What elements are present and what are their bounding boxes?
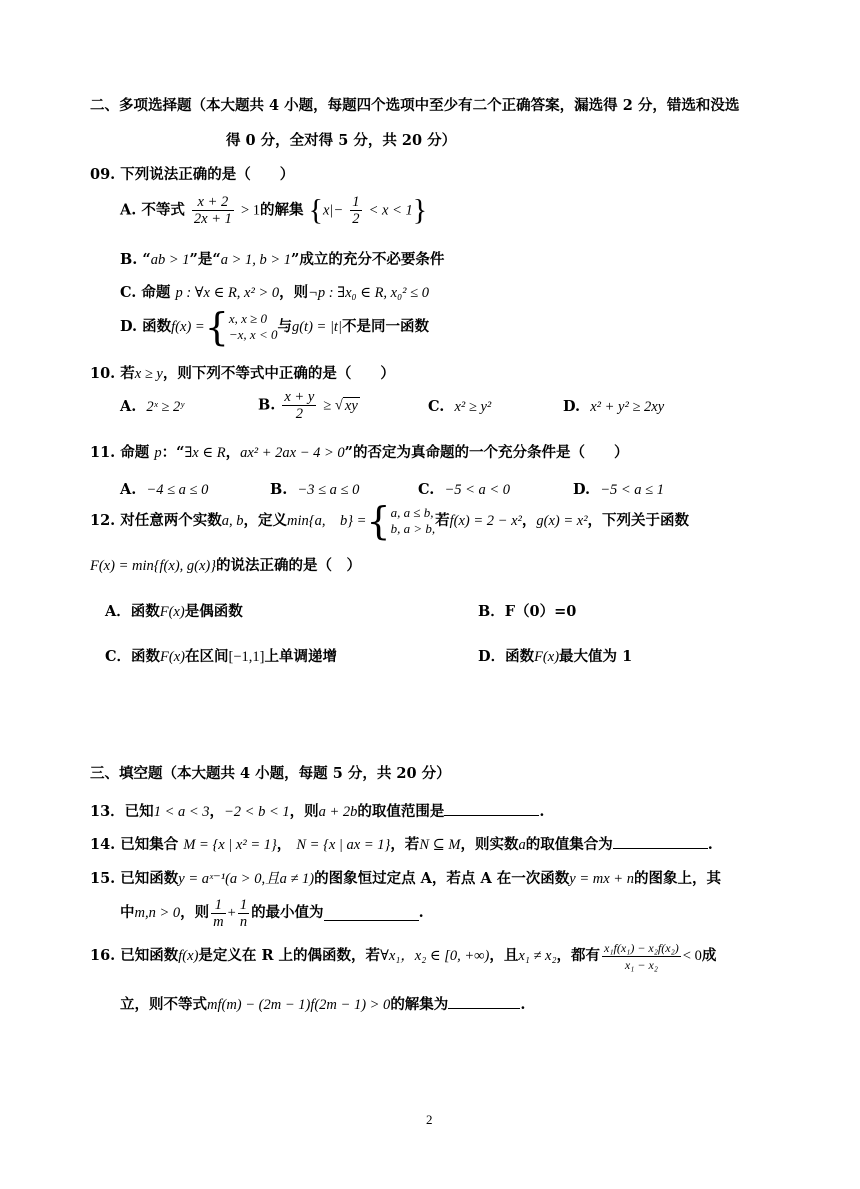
q15-line2: 中 m,n > 0 ，则 1 m + $\frac{1}{n}$ 的最小值为 . <box>120 896 424 930</box>
q10-option-c: C. x² ≥ y² <box>428 398 492 415</box>
q13: 13．已知1 < a < 3，−2 < b < 1，则a + 2b的取值范围是 . <box>90 803 545 820</box>
q16-line2: 立，则不等式mf(m) − (2m − 1)f(2m − 1) > 0的解集为 . <box>120 996 526 1013</box>
q11-option-c: C. −5 < a < 0 <box>418 481 511 498</box>
q10-stem: 10. 若x ≥ y，则下列不等式中正确的是（ ） <box>90 365 395 382</box>
q11-option-d: D. −5 < a ≤ 1 <box>573 481 664 498</box>
q9-stem: 09. 下列说法正确的是（ ） <box>90 166 295 183</box>
page-number: 2 <box>426 1112 433 1127</box>
q9-option-d: D. 函数 f(x) = { x, x ≥ 0 −x, x < 0 与 g(t) = |t| 不是同一函数 <box>120 305 429 349</box>
q10-option-d: D. x² + y² ≥ 2xy <box>563 398 665 415</box>
q11-option-a: A. −4 ≤ a ≤ 0 <box>120 481 209 498</box>
q12-option-b: B．F（0）=0 <box>478 603 577 620</box>
q12-stem: 12. 对任意两个实数 a, b ，定义 min{a, b} = { a, a ≤ b, b, a > b, 若 f(x) = 2 − x² ， g(x) = x² ，下列关于函数 <box>90 499 690 543</box>
q14: 14. 已知集合 M = {x | x² = 1}， N = {x | ax = 1}，若N ⊆ M，则实数a的取值集合为 . <box>90 836 713 853</box>
q12-stem-line2: F(x) = min{f(x), g(x)}的说法正确的是（ ） <box>90 557 362 574</box>
q16-line1: 16. 已知函数 f(x) 是定义在 R 上的偶函数，若 ∀x₁，x₂ ∈ [0, +∞) ，且 x₁ ≠ x₂ ，都有 x₁f(x₁) − x₂f(x₂) x₁ − x₂ < 0 成 <box>90 940 717 972</box>
q12-option-a: A．函数F(x)是偶函数 <box>105 603 243 620</box>
q9-a-fraction: $\frac{x + 2}{2x + 1}$ <box>193 194 232 227</box>
q15-answer-blank[interactable] <box>324 906 419 921</box>
q16-answer-blank[interactable] <box>448 994 520 1009</box>
q15-line1: 15. 已知函数y = aˣ⁻¹(a > 0,且a ≠ 1)的图象恒过定点 A，若点 A 在一次函数y = mx + n的图象上，其 <box>90 870 721 887</box>
section-2-title-line1: 二、多项选择题（本大题共 4 小题，每题四个选项中至少有二个正确答案，漏选得 2 分，错选和没选 <box>90 97 740 114</box>
q10-option-a: A. 2ˣ ≥ 2ʸ <box>120 398 184 415</box>
q12-option-d: D．函数F(x)最大值为 1 <box>478 648 633 665</box>
section-2-title-line2: 得 0 分，全对得 5 分，共 20 分） <box>226 132 457 149</box>
q14-answer-blank[interactable] <box>613 834 708 849</box>
section-3-title: 三、填空题（本大题共 4 小题，每题 5 分，共 20 分） <box>90 765 451 782</box>
q9-option-c: C. 命题 p : ∀x ∈ R, x² > 0，则¬p : ∃x₀ ∈ R, x₀² ≤ 0 <box>120 284 429 301</box>
q10-option-b: B. $\frac{x + y}{2}$ ≥ √ xy <box>258 389 358 422</box>
q12-option-c: C．函数F(x)在区间[−1,1]上单调递增 <box>105 648 337 665</box>
q11-option-b: B. −3 ≤ a ≤ 0 <box>270 481 360 498</box>
q9-option-b: B. “ab > 1”是“a > 1, b > 1”成立的充分不必要条件 <box>120 251 445 268</box>
q11-stem: 11. 命题 p：“∃x ∈ R，ax² + 2ax − 4 > 0”的否定为真命题的一个充分条件是（ ） <box>90 444 629 461</box>
q13-answer-blank[interactable] <box>444 801 539 816</box>
q9-option-a: A. 不等式 $\frac{x + 2}{2x + 1}$ > 1的解集 {x|− $\frac{1}{2}$ < x < 1} <box>120 193 428 227</box>
q9-a-half: $\frac{1}{2}$ <box>352 194 360 227</box>
